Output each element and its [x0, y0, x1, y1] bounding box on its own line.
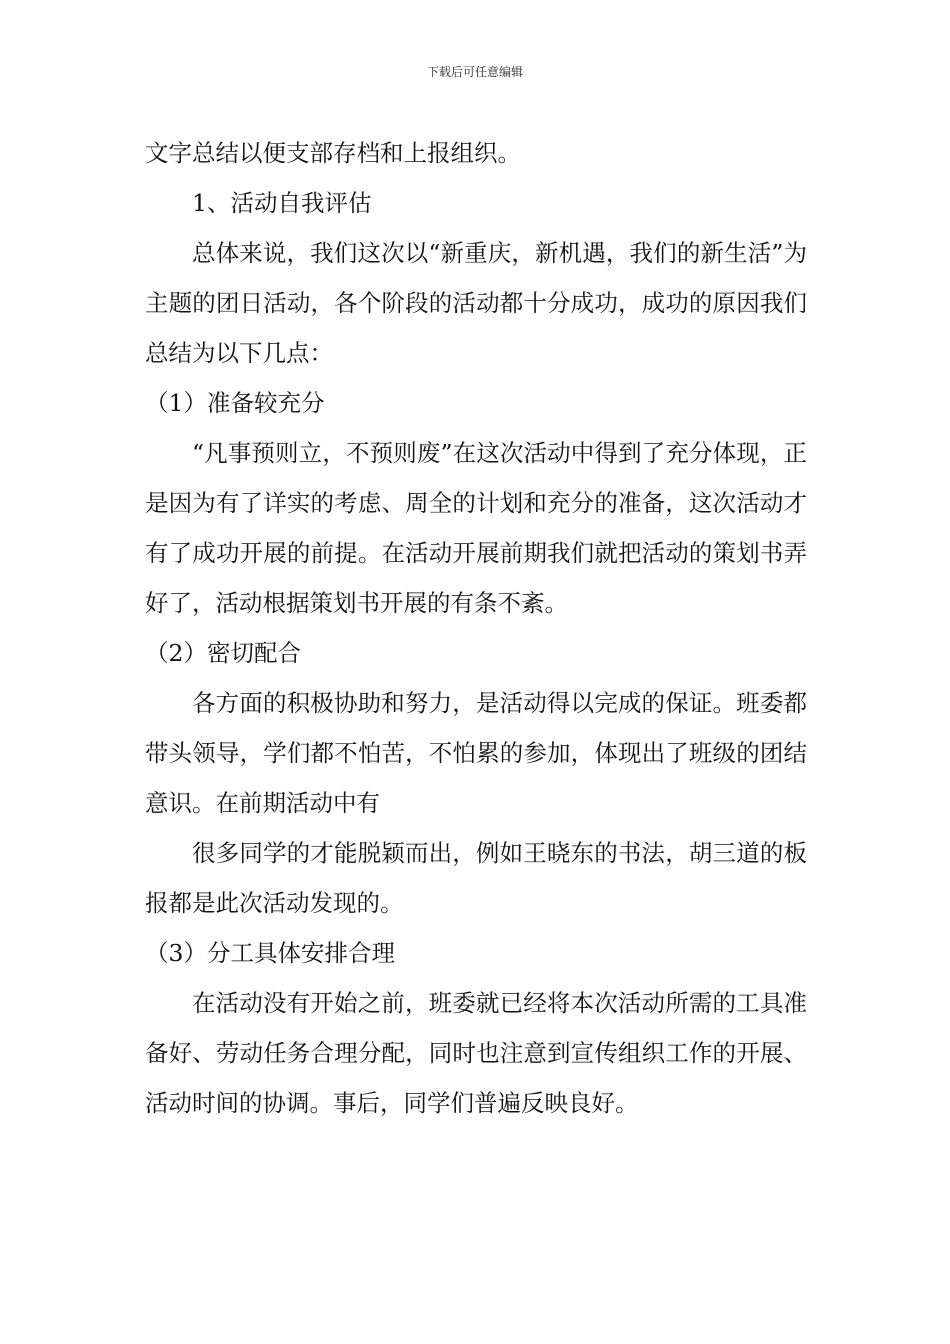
paragraph-overview: 总体来说，我们这次以“新重庆，新机遇，我们的新生活”为主题的团日活动，各个阶段的活动都十分成功，成功的原因我们总结为以下几点： — [145, 239, 807, 367]
section-heading-self-evaluation: 1、活动自我评估 — [192, 189, 372, 217]
paragraph-division-of-labor: 在活动没有开始之前，班委就已经将本次活动所需的工具准备好、劳动任务合理分配，同时也注意到宣传组织工作的开展、活动时间的协调。事后，同学们普遍反映良好。 — [145, 989, 807, 1117]
paragraph-cooperation: 各方面的积极协助和努力，是活动得以完成的保证。班委都带头领导，学们都不怕苦，不怕累的参加，体现出了班级的团结意识。在前期活动中有 — [145, 689, 807, 817]
subheading-cooperation: （2）密切配合 — [145, 639, 301, 667]
subheading-division-of-labor: （3）分工具体安排合理 — [145, 939, 395, 967]
paragraph-talents: 很多同学的才能脱颖而出，例如王晓东的书法，胡三道的板报都是此次活动发现的。 — [145, 839, 807, 917]
paragraph-continuation: 文字总结以便支部存档和上报组织。 — [145, 139, 521, 167]
document-body — [145, 128, 807, 1128]
page-header: 下载后可任意编辑 — [426, 65, 523, 79]
subheading-preparation: （1）准备较充分 — [145, 389, 325, 417]
paragraph-preparation: “凡事预则立，不预则废”在这次活动中得到了充分体现，正是因为有了详实的考虑、周全的计划和充分的准备，这次活动才有了成功开展的前提。在活动开展前期我们就把活动的策划书弄好了，活动根据策划书开展的有条不紊。 — [145, 439, 807, 617]
